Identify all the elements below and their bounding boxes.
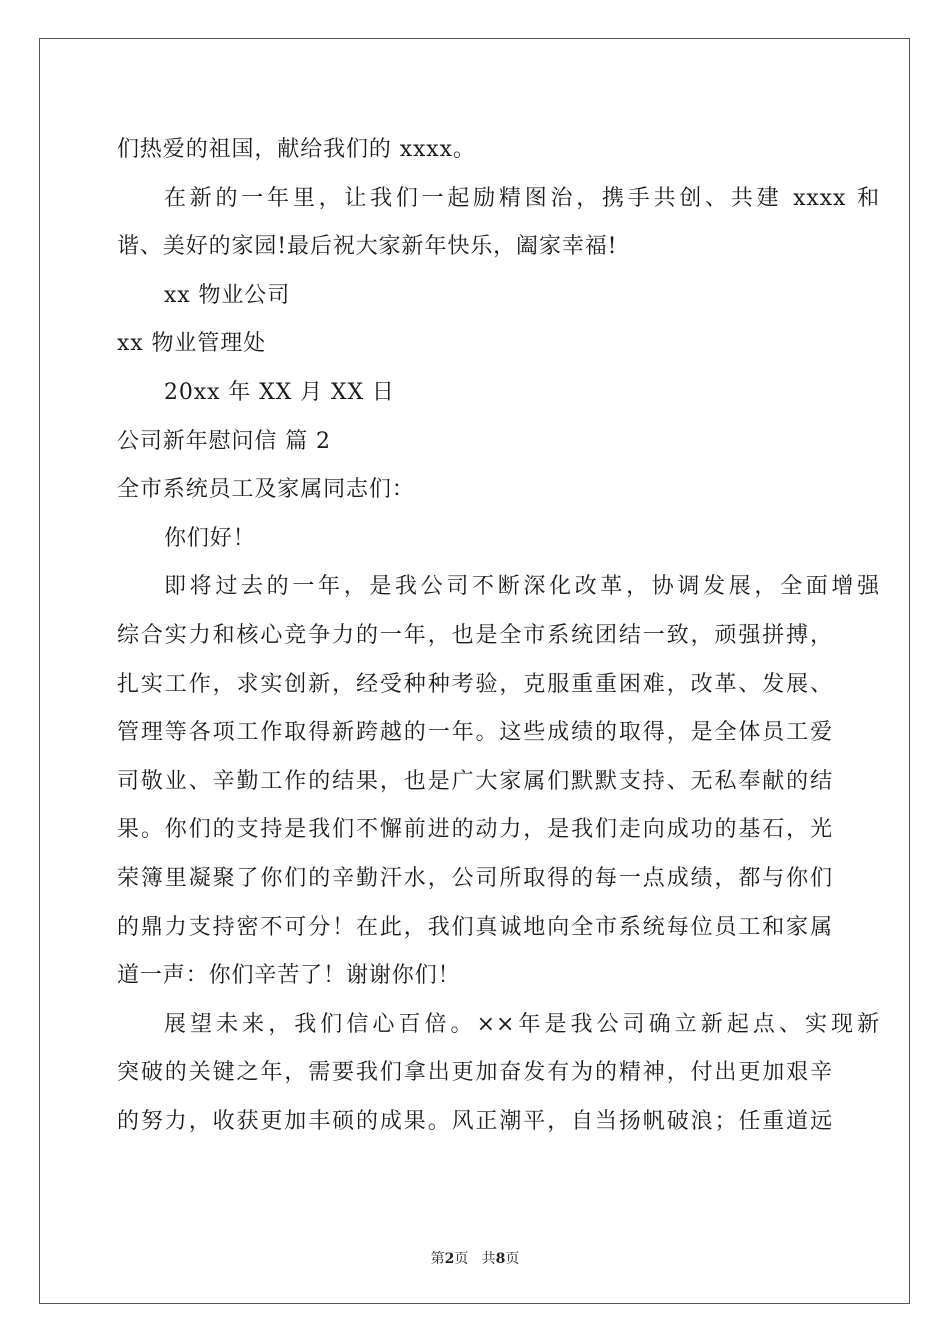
- paragraph-line: 扎实工作，求实创新，经受种种考验，克服重重困难，改革、发展、: [117, 671, 833, 697]
- page-number-prefix: 第: [430, 1251, 445, 1267]
- paragraph-line: 在新的一年里，让我们一起励精图治，携手共创、共建 xxxx 和: [164, 185, 880, 211]
- paragraph-line: 管理等各项工作取得新跨越的一年。这些成绩的取得，是全体员工爱: [117, 720, 833, 746]
- section-title: 公司新年慰问信 篇 2: [117, 428, 331, 454]
- paragraph-line: 展望未来，我们信心百倍。××年是我公司确立新起点、实现新: [164, 1011, 880, 1037]
- salutation: 全市系统员工及家属同志们：: [117, 477, 415, 503]
- greeting: 你们好！: [164, 525, 256, 551]
- paragraph-line: 即将过去的一年，是我公司不断深化改革，协调发展，全面增强: [164, 574, 880, 600]
- paragraph-line: 谐、美好的家园!最后祝大家新年快乐，阖家幸福!: [117, 234, 618, 260]
- paragraph-line: 的努力，收获更加丰硕的成果。风正潮平，自当扬帆破浪；任重道远: [117, 1108, 833, 1134]
- page-footer: [0, 1248, 950, 1268]
- page-total: 8: [495, 1251, 506, 1267]
- page-number-suffix: 页: [454, 1251, 469, 1267]
- paragraph-line: 道一声：你们辛苦了！谢谢你们！: [117, 963, 461, 989]
- page-number-current: 2: [444, 1251, 455, 1267]
- page-total-suffix: 页: [505, 1251, 520, 1267]
- paragraph-line: 荣簿里凝聚了你们的辛勤汗水，公司所取得的每一点成绩，都与你们: [117, 865, 833, 891]
- document-body: [117, 126, 880, 1146]
- signature-company: xx 物业公司: [164, 282, 291, 308]
- paragraph-line: 司敬业、辛勤工作的结果，也是广大家属们默默支持、无私奉献的结: [117, 768, 833, 794]
- paragraph-line: 综合实力和核心竞争力的一年，也是全市系统团结一致，顽强拼搏，: [117, 622, 833, 648]
- paragraph-line: 的鼎力支持密不可分！在此，我们真诚地向全市系统每位员工和家属: [117, 914, 833, 940]
- paragraph-line: 突破的关键之年，需要我们拿出更加奋发有为的精神，付出更加艰辛: [117, 1060, 833, 1086]
- signature-date: 20xx 年 XX 月 XX 日: [164, 379, 395, 405]
- signature-office: xx 物业管理处: [117, 331, 267, 357]
- page-total-prefix: 共: [481, 1251, 496, 1267]
- paragraph-line: 们热爱的祖国，献给我们的 xxxx。: [117, 137, 476, 162]
- paragraph-line: 果。你们的支持是我们不懈前进的动力，是我们走向成功的基石，光: [117, 817, 833, 843]
